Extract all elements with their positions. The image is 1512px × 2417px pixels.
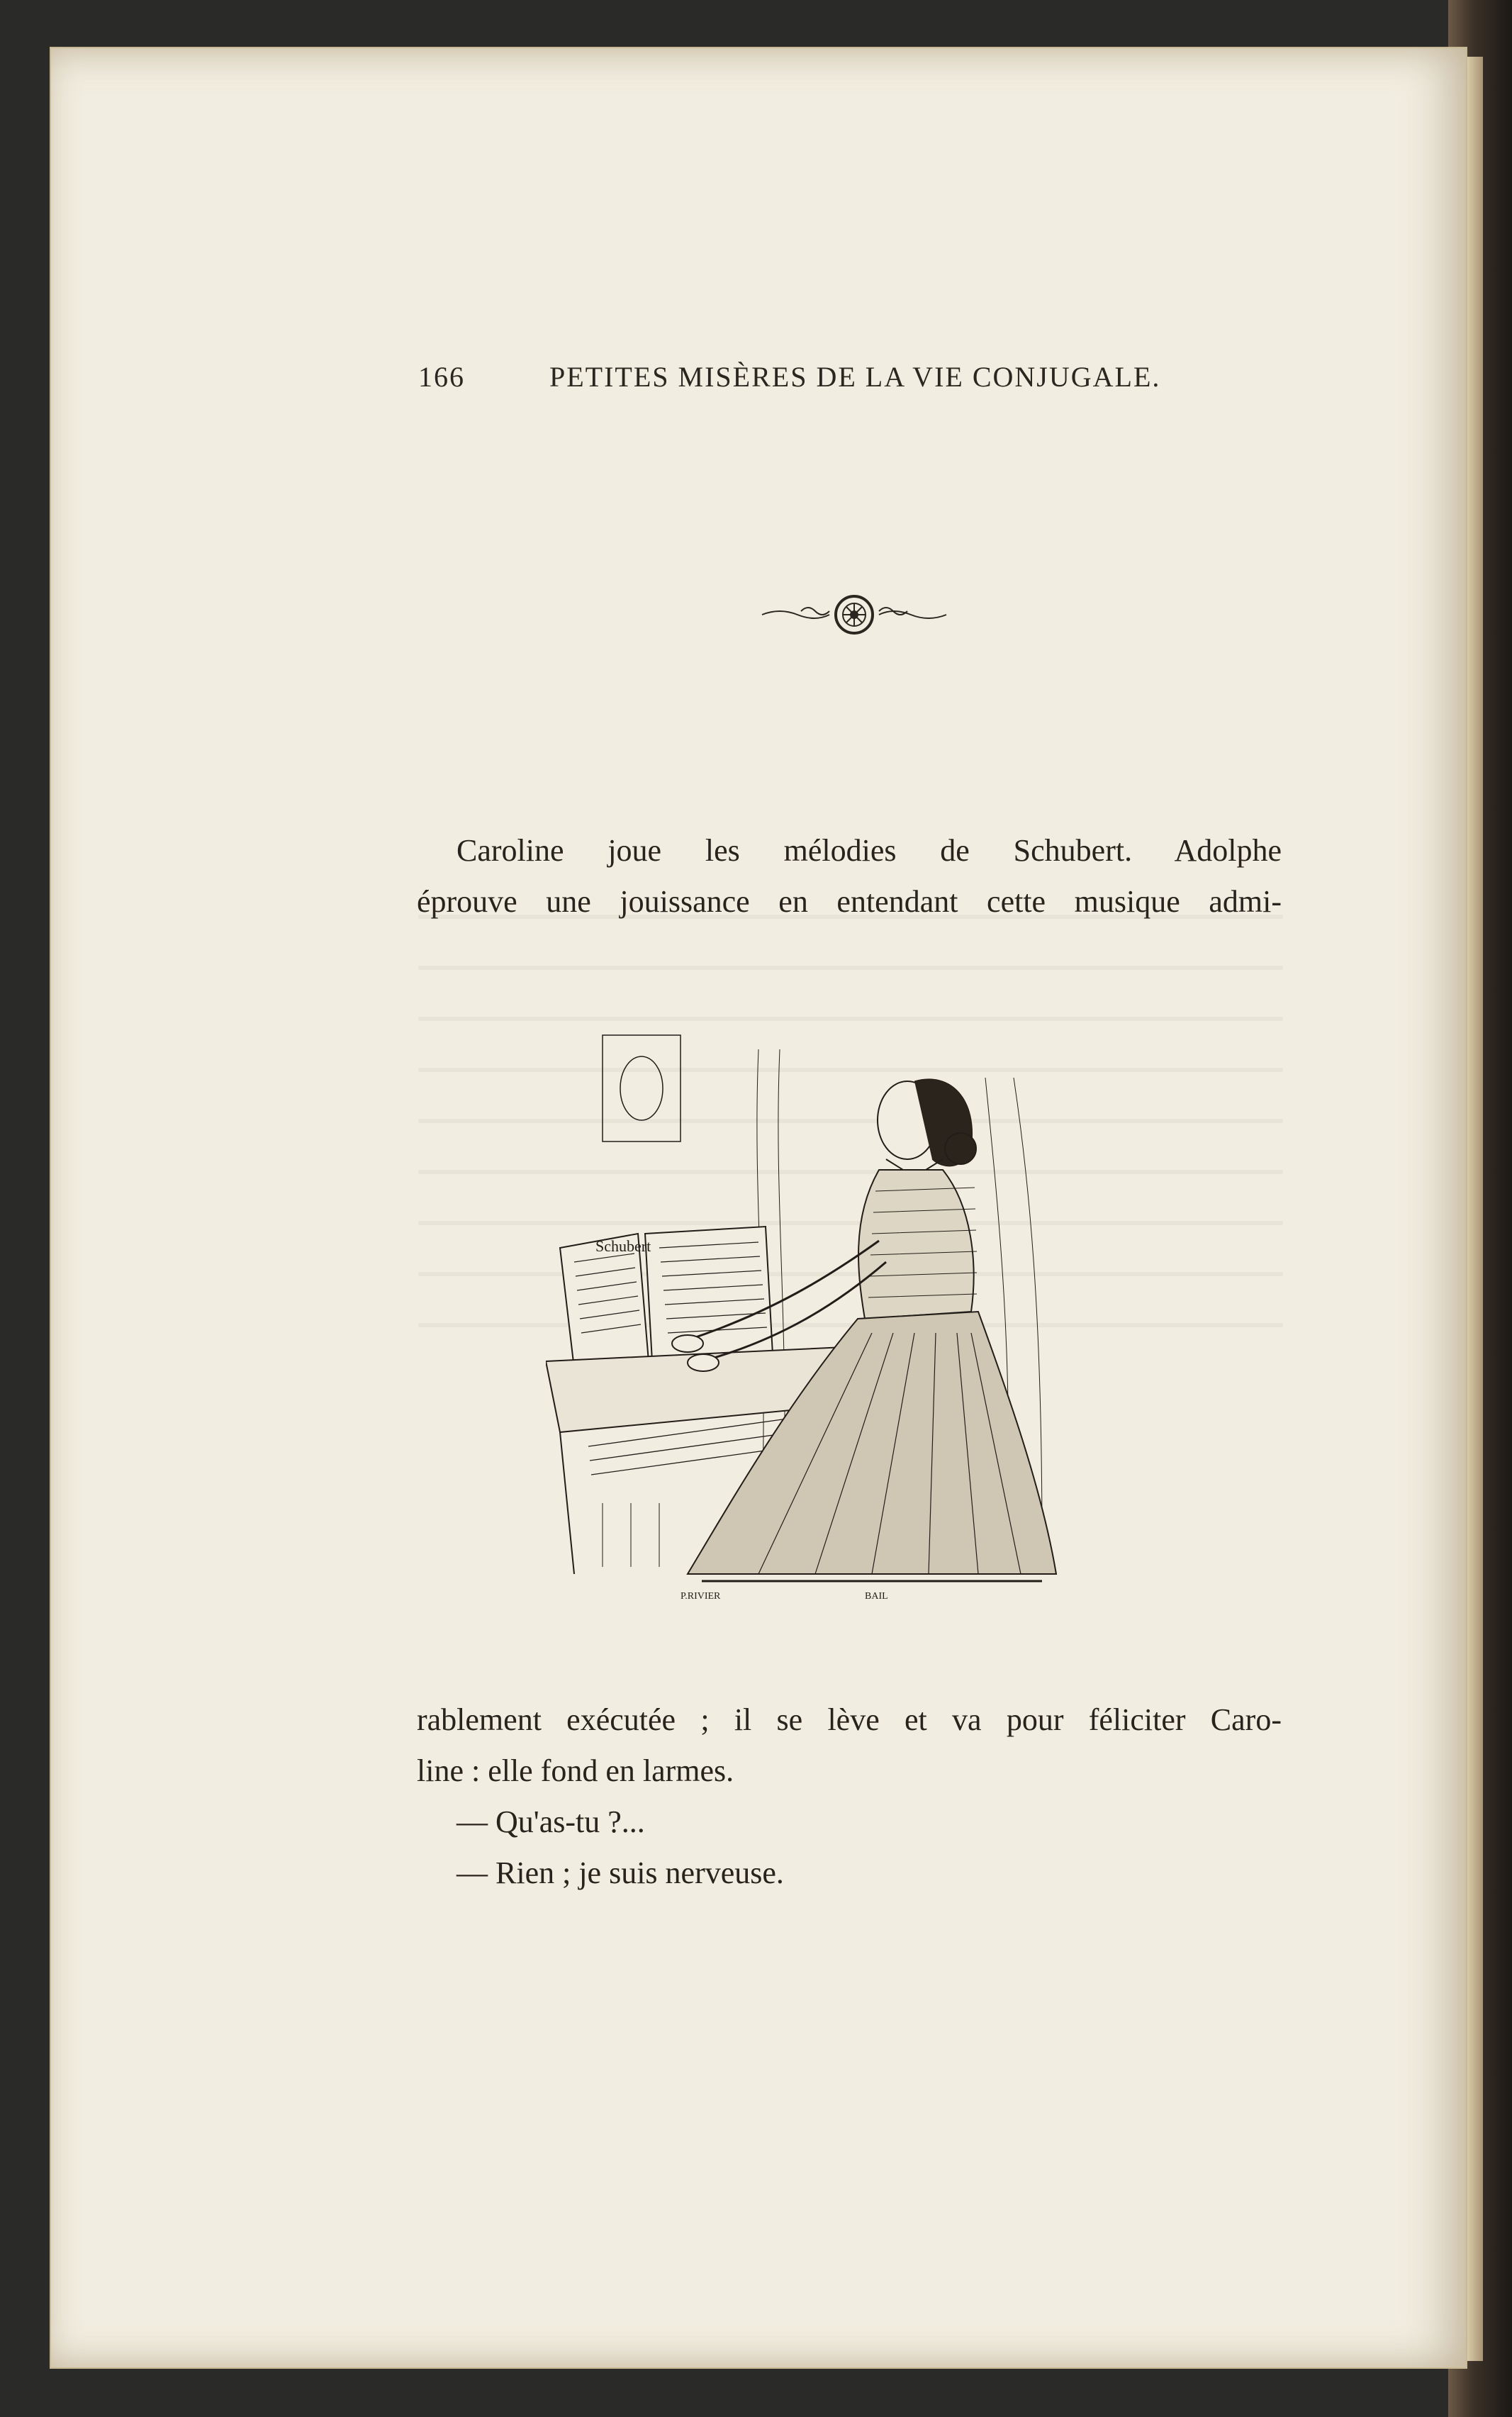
music-sheet-label: Schubert <box>595 1237 651 1255</box>
page-number: 166 <box>418 361 465 393</box>
dialogue-line: — Qu'as-tu ?... <box>457 1804 645 1839</box>
running-title: PETITES MISÈRES DE LA VIE CONJUGALE. <box>549 361 1161 393</box>
dialogue-line: — Rien ; je suis nerveuse. <box>457 1855 784 1890</box>
engraver-signature: BAIL <box>865 1591 888 1602</box>
paragraph-line: line : elle fond en larmes. <box>417 1753 734 1788</box>
closing-paragraph <box>417 1695 1282 1899</box>
decorative-ornament-icon <box>758 590 950 640</box>
artist-signature: P.RIVIER <box>681 1591 721 1602</box>
paragraph-line: Caroline joue les mélodies de Schubert. Adolphe <box>457 833 1282 868</box>
paragraph-line: éprouve une jouissance en entendant cette musique admi- <box>417 884 1282 919</box>
page-stack-edge <box>1467 57 1483 2361</box>
opening-paragraph <box>417 825 1282 927</box>
woman-at-piano-illustration <box>546 1007 1155 1602</box>
page-header <box>418 360 1161 403</box>
paragraph-line: rablement exécutée ; il se lève et va pour féliciter Caro- <box>417 1702 1282 1737</box>
